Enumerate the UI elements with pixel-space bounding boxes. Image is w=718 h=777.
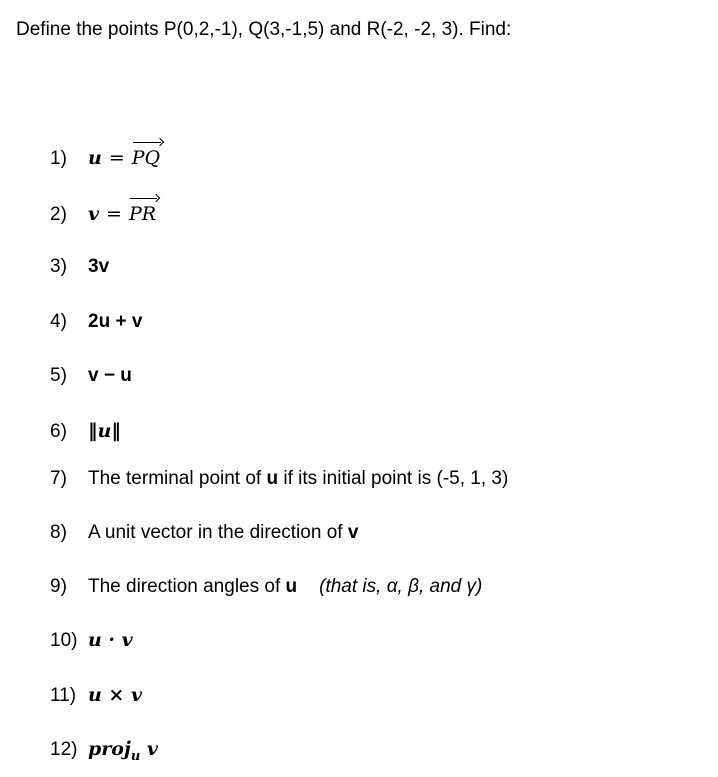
proj-subscript: u [130,748,141,764]
item-number: 2) [50,204,67,225]
item-9 [50,575,482,599]
item-number: 10) [50,630,78,651]
projection [88,737,158,769]
vector-u: u [266,468,279,489]
item-2 [50,202,156,227]
item-number: 12) [50,739,78,760]
item-number: 4) [50,311,67,332]
vector-u: u [285,576,298,597]
item-6 [50,419,121,444]
item-text: The terminal point of [88,468,262,489]
item-7 [50,467,508,491]
item-4 [50,310,142,334]
dot-product: u · v [88,629,133,651]
vector-v: v [88,203,100,225]
vector-pr: PR [128,203,157,225]
item-12 [50,737,158,769]
expression: v − u [88,365,132,386]
item-number: 5) [50,365,67,386]
item-text: A unit vector in the direction of [88,522,343,543]
item-number: 9) [50,576,67,597]
vector-pq: PQ [131,147,161,169]
item-3 [50,255,109,279]
item-10 [50,628,133,653]
item-number: 3) [50,256,67,277]
problem-statement: Define the points P(0,2,-1), Q(3,-1,5) and R(-2, -2, 3). Find: [16,19,512,40]
angles-note: (that is, α, β, and γ) [319,576,483,597]
item-5 [50,364,132,388]
expression: 2u + v [88,311,143,332]
item-number: 1) [50,148,67,169]
equals-sign: = [108,147,125,169]
vector-u: u [88,147,102,169]
equals-sign: = [106,203,122,225]
vector-v: v [347,522,359,543]
expression: 3v [88,256,110,277]
item-11 [50,683,142,708]
proj-target: v [146,738,158,760]
item-text: if its initial point is (-5, 1, 3) [283,468,509,489]
item-8 [50,521,358,545]
cross-product: u × v [88,684,143,706]
proj-label: proj [88,738,131,760]
item-number: 7) [50,468,67,489]
item-number: 6) [50,421,67,442]
item-number: 11) [50,685,77,706]
item-number: 8) [50,522,67,543]
item-1 [50,146,160,171]
norm-expression: ‖u‖ [88,420,121,442]
item-text: The direction angles of [88,576,281,597]
